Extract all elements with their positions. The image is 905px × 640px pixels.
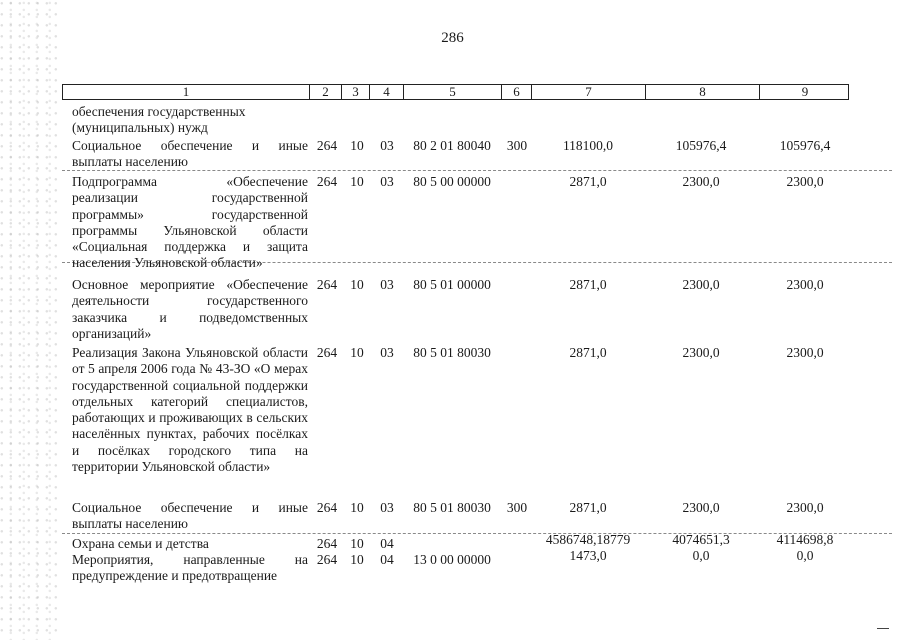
cell-col-3: 10 — [350, 345, 364, 360]
cell-col-4: 03 — [380, 138, 394, 153]
cell-col-7: 2871,0 — [569, 345, 607, 360]
cell-col-8: 0,0 — [692, 548, 710, 563]
row-name: Подпрограмма «Обеспечение реализации государственной программы» государственной программы Ульяновской области «Социальная поддержка и защита населения Ульяновской области» — [72, 174, 308, 271]
cell-col-5: 80 5 00 00000 — [413, 174, 491, 189]
cell-col-8: 2300,0 — [682, 277, 720, 292]
cell-col-8: 4074651,3 — [672, 532, 730, 547]
scan-mark — [877, 628, 889, 629]
header-col-3: 3 — [341, 85, 369, 99]
row-name: Реализация Закона Ульяновской области от 5 апреля 2006 года № 43-ЗО «О мерах государственной социальной поддержки отдельных категорий специалистов, работающих и проживающих в сельских населённых пунктах, рабочих посёлках и посёлках городского типа на территории Ульяновской области» — [72, 345, 308, 475]
header-col-6: 6 — [501, 85, 531, 99]
cell-col-4: 03 — [380, 277, 394, 292]
header-col-5: 5 — [403, 85, 501, 99]
cell-col-3: 10 — [350, 552, 364, 567]
cell-col-8: 2300,0 — [682, 345, 720, 360]
row-name: Социальное обеспечение и иные выплаты населению — [72, 138, 308, 170]
cell-col-7: 4586748,18779 — [545, 532, 631, 547]
cell-col-7: 2871,0 — [569, 500, 607, 515]
cell-col-2: 264 — [316, 345, 338, 360]
header-col-2: 2 — [309, 85, 341, 99]
cell-col-7: 2871,0 — [569, 174, 607, 189]
cell-col-7: 118100,0 — [562, 138, 614, 153]
cell-col-6: 300 — [506, 500, 528, 515]
table-header — [62, 84, 849, 100]
row-name: Мероприятия, направленные на предупреждение и предотвращение — [72, 552, 308, 584]
row-name: Социальное обеспечение и иные выплаты населению — [72, 500, 308, 532]
cell-col-9: 4114698,8 — [776, 532, 834, 547]
cell-col-9: 0,0 — [796, 548, 814, 563]
cell-col-3: 10 — [350, 138, 364, 153]
cell-col-4: 04 — [380, 536, 394, 551]
cell-col-2: 264 — [316, 277, 338, 292]
header-col-8: 8 — [645, 85, 759, 99]
cell-col-5: 80 5 01 80030 — [413, 345, 491, 360]
cell-col-2: 264 — [316, 500, 338, 515]
row-name: Основное мероприятие «Обеспечение деятельности государственного заказчика и подведомственных организаций» — [72, 277, 308, 341]
cell-col-8: 2300,0 — [682, 500, 720, 515]
scan-noise — [0, 0, 60, 640]
page-number: 286 — [441, 30, 464, 46]
cell-col-3: 10 — [350, 174, 364, 189]
cell-col-7: 1473,0 — [569, 548, 607, 563]
cell-col-4: 03 — [380, 345, 394, 360]
cell-col-3: 10 — [350, 500, 364, 515]
cell-col-3: 10 — [350, 277, 364, 292]
cell-col-4: 03 — [380, 174, 394, 189]
cell-col-9: 2300,0 — [786, 345, 824, 360]
header-col-1: 1 — [182, 84, 190, 99]
header-col-7: 7 — [531, 85, 645, 99]
cell-col-9: 2300,0 — [786, 174, 824, 189]
cell-col-9: 2300,0 — [786, 500, 824, 515]
cell-col-5: 13 0 00 00000 — [413, 552, 491, 567]
cell-col-6: 300 — [506, 138, 528, 153]
cell-col-4: 03 — [380, 500, 394, 515]
cell-col-8: 105976,4 — [675, 138, 727, 153]
cell-col-2: 264 — [316, 536, 338, 551]
cell-col-9: 2300,0 — [786, 277, 824, 292]
header-col-4: 4 — [369, 85, 403, 99]
cell-col-7: 2871,0 — [569, 277, 607, 292]
cell-col-5: 80 5 01 80030 — [413, 500, 491, 515]
cell-col-2: 264 — [316, 174, 338, 189]
cell-col-2: 264 — [316, 138, 338, 153]
header-col-9: 9 — [759, 85, 850, 99]
cell-col-8: 2300,0 — [682, 174, 720, 189]
cell-col-5: 80 5 01 00000 — [413, 277, 491, 292]
cell-col-5: 80 2 01 80040 — [413, 138, 491, 153]
cell-col-9: 105976,4 — [779, 138, 831, 153]
cell-col-3: 10 — [350, 536, 364, 551]
cell-col-2: 264 — [316, 552, 338, 567]
row-name: обеспечения государственных (муниципальных) нужд — [72, 104, 246, 136]
cell-col-4: 04 — [380, 552, 394, 567]
row-name: Охрана семьи и детства — [72, 536, 209, 551]
